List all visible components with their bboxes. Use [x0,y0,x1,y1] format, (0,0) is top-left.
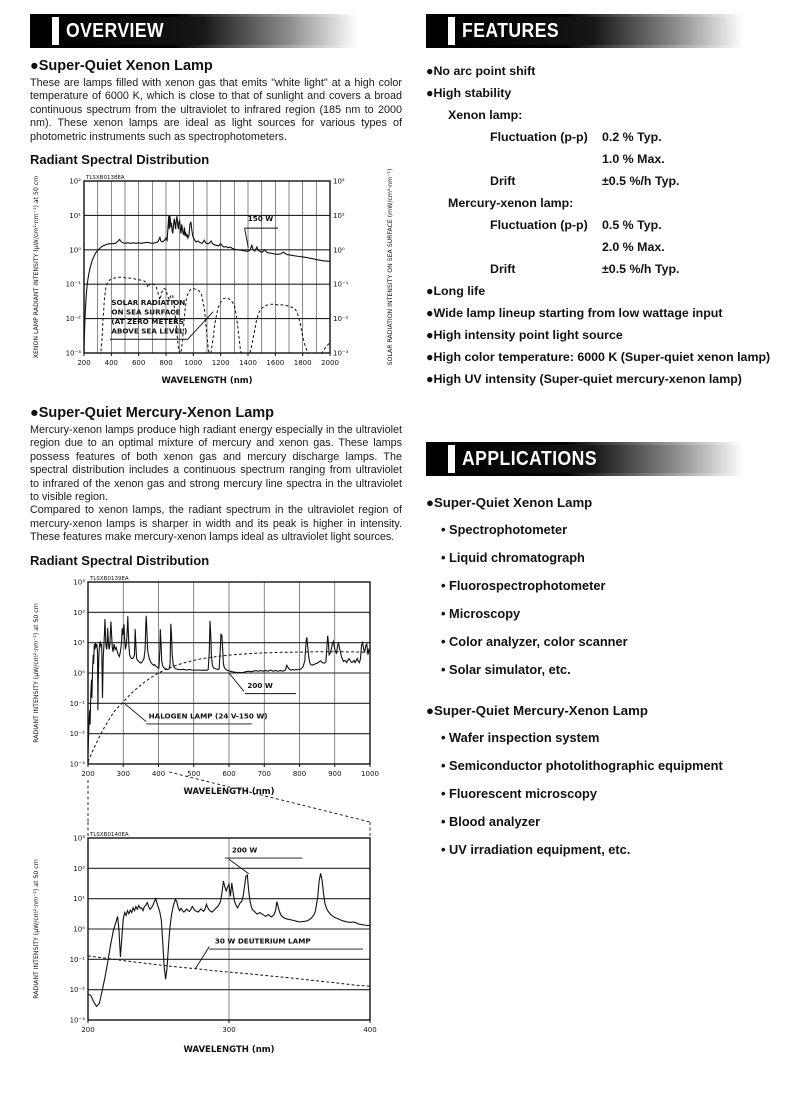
svg-text:1400: 1400 [239,359,257,368]
svg-text:800: 800 [292,769,307,778]
svg-text:TLSXB0140EA: TLSXB0140EA [90,831,129,838]
banner-left-block [33,17,52,45]
feature-item: ●High UV intensity (Super-quiet mercury-xenon lamp) [426,372,742,386]
feature-spec-row [426,258,786,280]
svg-text:1000: 1000 [184,359,203,368]
svg-text:10²: 10² [73,608,85,617]
svg-text:10⁻³: 10⁻³ [69,1016,85,1025]
feature-item: ●Wide lamp lineup starting from low wattage input [426,306,723,320]
mercury-xenon-heading: ●Super-Quiet Mercury-Xenon Lamp [30,405,275,422]
overview-banner [30,14,402,48]
feature-spec-row [426,148,786,170]
feature-subheading: Xenon lamp: [448,108,523,122]
svg-text:10⁻³: 10⁻³ [333,349,349,358]
svg-text:1000: 1000 [361,769,379,778]
svg-text:200: 200 [81,769,95,778]
svg-text:150 W: 150 W [247,214,274,224]
application-item: • Liquid chromatograph [441,550,585,565]
features-banner-title: FEATURES [462,19,560,42]
svg-text:200 W: 200 W [247,680,273,690]
application-item: • Fluorescent microscopy [441,786,597,801]
svg-text:TLSXB0138EA: TLSXB0138EA [86,175,125,182]
spec-label [490,148,602,170]
svg-text:1200: 1200 [211,359,230,368]
svg-text:10⁻²: 10⁻² [69,985,85,994]
xenon-lamp-paragraph: These are lamps filled with xenon gas that emits "white light" at a high color temperature of 6000 K, which is close to that of sunlight and covers a broad continuous spectrum from the ultraviolet to infrared region (185 nm to 2000 nm). These xenon lamps are ideal as light sources for various types of photometric instruments such as spectrophotometers. [30,77,402,143]
spec-label: Drift [490,262,516,276]
svg-text:500: 500 [187,769,201,778]
svg-text:600: 600 [222,769,236,778]
application-item: • UV irradiation equipment, etc. [441,842,631,857]
svg-text:800: 800 [159,359,173,368]
svg-text:10⁻¹: 10⁻¹ [333,280,349,289]
features-banner [426,14,786,48]
feature-spec-row [426,214,786,236]
svg-text:200 W: 200 W [231,845,258,855]
spec-label: Fluctuation (p-p) [490,218,588,232]
feature-item: ●High intensity point light source [426,328,623,342]
application-item: • Blood analyzer [441,814,541,829]
application-item: • Fluorospectrophotometer [441,578,606,593]
spec-label: Drift [490,174,516,188]
application-group [426,698,786,864]
svg-text:600: 600 [131,359,146,368]
feature-item: ●No arc point shift [426,64,536,78]
svg-text:10⁻²: 10⁻² [69,729,85,738]
svg-text:900: 900 [328,769,342,778]
svg-text:RADIANT INTENSITY (µW/cm²·nm⁻¹: RADIANT INTENSITY (µW/cm²·nm⁻¹) at 50 cm [33,858,40,999]
svg-text:10¹: 10¹ [73,894,85,903]
feature-spec-row [426,126,786,148]
svg-text:30 W DEUTERIUM LAMP: 30 W DEUTERIUM LAMP [214,936,311,946]
svg-text:200: 200 [81,1025,95,1034]
spec-value: ±0.5 %/h Typ. [602,262,680,276]
svg-text:10⁰: 10⁰ [73,925,85,934]
feature-item: ●Long life [426,284,486,298]
svg-text:10¹: 10¹ [333,211,345,220]
applications-banner-title: APPLICATIONS [462,447,598,470]
svg-text:300: 300 [222,1025,236,1034]
feature-item: ●High stability [426,86,512,100]
application-group-heading: ●Super-Quiet Mercury-Xenon Lamp [426,703,648,718]
svg-text:WAVELENGTH (nm): WAVELENGTH (nm) [183,1044,275,1055]
svg-text:10⁻²: 10⁻² [65,315,81,324]
application-group [426,490,786,684]
banner-gap [448,445,455,473]
svg-text:10²: 10² [69,177,81,186]
svg-text:400: 400 [151,769,166,778]
banner-bar [59,17,399,45]
svg-text:10³: 10³ [73,834,85,843]
mercury-xenon-paragraph-1: Mercury-xenon lamps produce high radiant energy especially in the ultraviolet region due to an optimal mixture of mercury and xenon gas. These lamps possess features of both xenon gas and mercury discharge lamps. The spectral distribution includes a continuous spectrum ranging from ultraviolet to infrared of the xenon gas and strong mercury line spectra in the ultraviolet to visible region. [30,424,402,504]
svg-text:10²: 10² [73,864,85,873]
svg-text:10⁻³: 10⁻³ [69,760,85,769]
application-item: • Semiconductor photolithographic equipment [441,758,723,773]
applications-section [426,442,786,864]
svg-text:10⁻¹: 10⁻¹ [65,280,81,289]
application-group-heading: ●Super-Quiet Xenon Lamp [426,495,593,510]
mercury-xenon-uv-expanded-chart [30,822,402,1062]
svg-text:HALOGEN LAMP (24 V-150 W): HALOGEN LAMP (24 V-150 W) [148,711,268,721]
mercury-xenon-paragraph-2: Compared to xenon lamps, the radiant spectrum in the ultraviolet region of mercury-xenon lamps is sharper in width and its peak is higher in intensity. These features make mercury-xenon lamps ideal as ultraviolet light sources. [30,504,402,544]
svg-text:300: 300 [116,769,130,778]
svg-text:10⁻²: 10⁻² [333,315,349,324]
features-applications-column [426,14,786,864]
banner-bar [455,17,783,45]
feature-subheading: Mercury-xenon lamp: [448,196,574,210]
spec-value: 0.5 % Typ. [602,218,662,232]
spec-value: 0.2 % Typ. [602,130,662,144]
svg-text:400: 400 [104,359,119,368]
svg-text:10⁻¹: 10⁻¹ [69,699,85,708]
application-item: • Microscopy [441,606,521,621]
application-item: • Color analyzer, color scanner [441,634,628,649]
svg-text:10⁻¹: 10⁻¹ [69,955,85,964]
feature-item: ●High color temperature: 6000 K (Super-quiet xenon lamp) [426,350,771,364]
applications-banner [426,442,786,476]
svg-text:1600: 1600 [266,359,285,368]
spec-label [490,236,602,258]
svg-text:SOLAR RADIATIONON SEA SURFACE(: SOLAR RADIATION ON SEA SURFACE (AT ZERO METERS ABOVE SEA LEVEL) [111,297,188,336]
svg-text:10¹: 10¹ [73,638,85,647]
xenon-spectrum-chart [30,169,402,393]
features-list [426,60,786,390]
svg-text:10¹: 10¹ [69,211,81,220]
application-item: • Solar simulator, etc. [441,662,571,677]
svg-text:2000: 2000 [321,359,339,368]
banner-bar [455,445,783,473]
mercury-chart-title: Radiant Spectral Distribution [30,552,210,568]
mercury-xenon-spectrum-svg [30,570,398,822]
svg-text:10⁰: 10⁰ [69,246,81,255]
svg-text:WAVELENGTH (nm): WAVELENGTH (nm) [161,376,253,387]
svg-text:XENON LAMP RADIANT INTENSITY (: XENON LAMP RADIANT INTENSITY (µW/cm²·nm⁻¹) at 50 cm [33,175,40,359]
spec-value: ±0.5 %/h Typ. [602,174,680,188]
feature-spec-row [426,236,786,258]
mercury-xenon-spectrum-chart [30,570,402,822]
banner-gap [52,17,59,45]
svg-text:400: 400 [363,1025,377,1034]
xenon-lamp-heading: ●Super-Quiet Xenon Lamp [30,58,213,74]
spec-value: 1.0 % Max. [602,152,665,166]
spec-value: 2.0 % Max. [602,240,665,254]
svg-text:1800: 1800 [293,359,312,368]
svg-text:RADIANT INTENSITY (µW/cm²·nm⁻¹: RADIANT INTENSITY (µW/cm²·nm⁻¹) at 50 cm [33,602,40,743]
svg-text:WAVELENGTH (nm): WAVELENGTH (nm) [183,786,275,797]
svg-text:10³: 10³ [73,578,85,587]
svg-text:10⁰: 10⁰ [73,669,85,678]
banner-left-block [429,445,448,473]
mercury-xenon-uv-expanded-svg [30,822,398,1062]
svg-text:10²: 10² [333,177,345,186]
xenon-chart-title: Radiant Spectral Distribution [30,152,210,168]
banner-left-block [429,17,448,45]
applications-list [426,490,786,864]
overview-column [30,14,402,1062]
svg-text:TLSXB0139EA: TLSXB0139EA [90,575,129,582]
application-item: • Spectrophotometer [441,522,568,537]
spec-label: Fluctuation (p-p) [490,130,588,144]
xenon-spectrum-svg [30,169,398,393]
banner-gap [448,17,455,45]
application-item: • Wafer inspection system [441,730,600,745]
svg-text:200: 200 [77,359,91,368]
svg-text:10⁰: 10⁰ [333,246,345,255]
svg-text:SOLAR RADIATION INTENSITY ON S: SOLAR RADIATION INTENSITY ON SEA SURFACE (mW/cm²·nm⁻¹) [387,169,394,366]
svg-text:10⁻³: 10⁻³ [65,349,81,358]
feature-spec-row [426,170,786,192]
overview-banner-title: OVERVIEW [66,19,165,42]
svg-text:700: 700 [257,769,271,778]
